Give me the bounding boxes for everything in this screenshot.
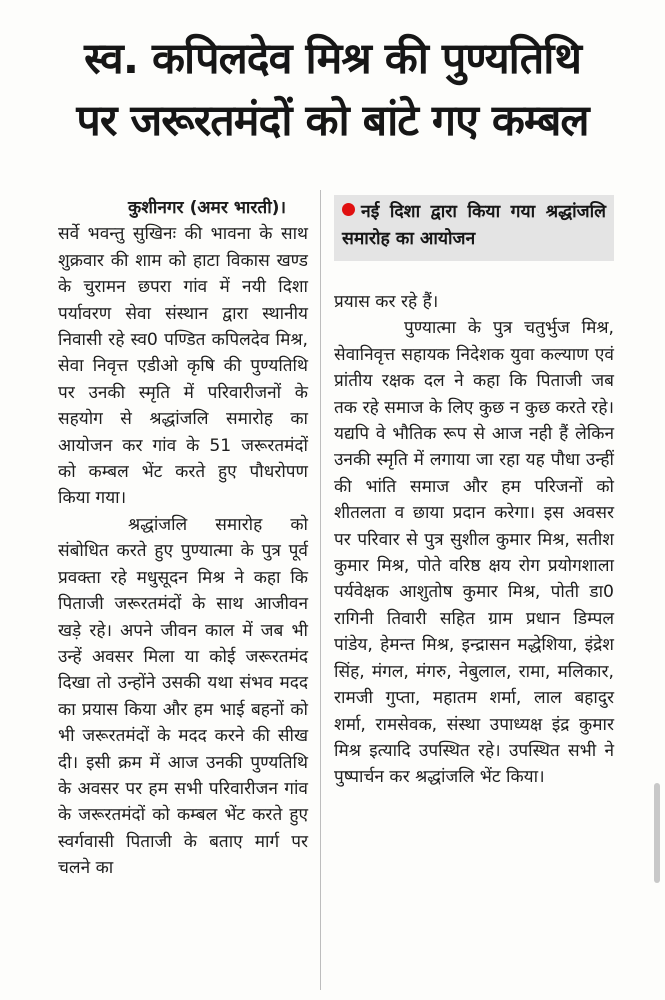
left-column bbox=[58, 195, 308, 882]
left-paragraph-1-text: सर्वे भवन्तु सुखिनः की भावना के साथ शुक्रवार की शाम को हाटा विकास खण्ड के चुरामन छपरा गांव में नयी दिशा पर्यावरण सेवा संस्थान द्वारा स्थानीय निवासी रहे स्व0 पण्डित कपिलदेव मिश्र, सेवा निवृत्त एडीओ कृषि की पुण्यतिथि पर उनकी स्मृति में परिवारीजनों के सहयोग से श्रद्धांजलि समारोह का आयोजन कर गांव के 51 जरूरतमंदों को कम्बल भेंट करते हुए पौधरोपण किया गया। bbox=[58, 224, 308, 509]
highlight-text: नई दिशा द्वारा किया गया श्रद्धांजलि समारोह का आयोजन bbox=[342, 202, 606, 249]
scrollbar[interactable] bbox=[654, 783, 660, 883]
highlight-text-wrap bbox=[342, 199, 606, 253]
column-divider bbox=[320, 190, 321, 990]
left-paragraph-2: श्रद्धांजलि समारोह को संबोधित करते हुए पुण्यात्मा के पुत्र पूर्व प्रवक्ता रहे मधुसूदन मिश्र ने कहा कि पिताजी जरूरतमंदों के साथ आजीवन खड़े रहे। अपने जीवन काल में जब भी उन्हें अवसर मिला या कोई जरूरतमंद दिखा तो उन्होंने उसकी यथा संभव मदद का प्रयास किया और हम भाई बहनों को भी जरूरतमंदों के मदद करने की सीख दी। इसी क्रम में आज उनकी पुण्यतिथि के अवसर पर हम सभी परिवारीजन गांव के जरूरतमंदों को कम्बल भेंट करते हुए स्वर्गवासी पिताजी के बताए मार्ग पर चलने का bbox=[58, 514, 308, 879]
headline-line-1: स्व. कपिलदेव मिश्र की पुण्यतिथि bbox=[84, 34, 581, 84]
right-paragraph-1: प्रयास कर रहे हैं। bbox=[334, 292, 439, 312]
right-column bbox=[334, 195, 614, 791]
headline-line-2: पर जरूरतमंदों को बांटे गए कम्बल bbox=[76, 96, 589, 146]
left-paragraph-1 bbox=[58, 195, 308, 512]
highlight-box bbox=[334, 195, 614, 261]
right-paragraph-2: पुण्यात्मा के पुत्र चतुर्भुज मिश्र, सेवानिवृत्त सहायक निदेशक युवा कल्याण एवं प्रांतीय रक्षक दल ने कहा कि पिताजी जब तक रहे समाज के लिए कुछ न कुछ करते रहे। यद्यपि वे भौतिक रूप से आज नही हैं लेकिन उनकी स्मृति में लगाया जा रहा यह पौधा उन्हीं की भांति समाज और हम परिजनों को शीतलता व छाया प्रदान करेगा। इस अवसर पर परिवार से पुत्र सुशील कुमार मिश्र, सतीश कुमार मिश्र, पोते वरिष्ठ क्षय रोग प्रयोगशाला पर्यवेक्षक आशुतोष कुमार मिश्र, पोती डा0 रागिनी तिवारी सहित ग्राम प्रधान डिम्पल पांडेय, हेमन्त मिश्र, इन्द्रासन मद्धेशिया, इंद्रेश सिंह, मंगल, मंगरु, नेबुलाल, रामा, मलिकार, रामजी गुप्ता, महातम शर्मा, लाल बहादुर शर्मा, रामसेवक, संस्था उपाध्यक्ष इंद्र कुमार मिश्र इत्यादि उपस्थित रहे। उपस्थित सभी ने पुष्पार्चन कर श्रद्धांजलि भेंट किया। bbox=[334, 318, 614, 788]
dateline: कुशीनगर (अमर भारती)। bbox=[128, 198, 287, 218]
bullet-icon bbox=[342, 203, 355, 216]
headline bbox=[0, 28, 665, 152]
